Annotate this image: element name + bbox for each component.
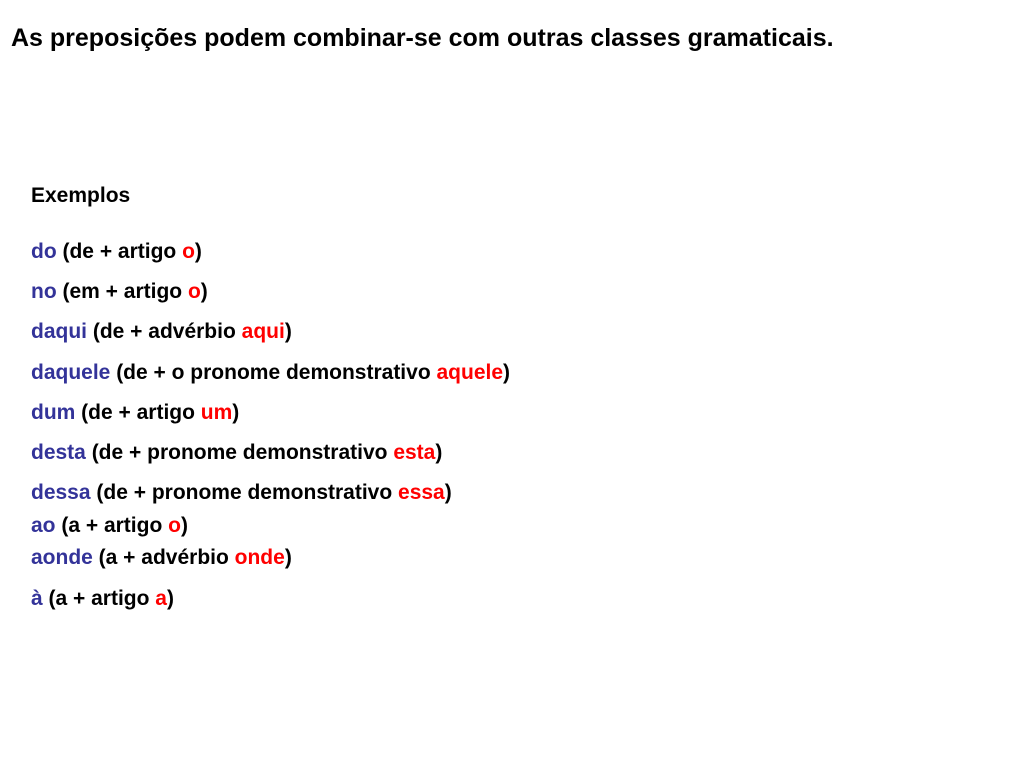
explanation: (a + artigo [42, 587, 156, 610]
contracted-word: do [31, 240, 57, 263]
closing-paren: ) [284, 320, 292, 343]
closing-paren: ) [194, 240, 202, 263]
closing-paren: ) [284, 546, 292, 569]
closing-paren: ) [200, 280, 208, 303]
contracted-word: desta [31, 441, 86, 464]
explanation: (de + artigo [75, 401, 201, 424]
example-desta [31, 439, 442, 467]
base-word: aqui [241, 320, 285, 343]
base-word: aquele [436, 361, 504, 384]
base-word: um [200, 401, 233, 424]
example-a-crase [31, 585, 174, 613]
contracted-word: no [31, 280, 57, 303]
example-do [31, 238, 202, 266]
explanation: (de + o pronome demonstrativo [110, 361, 437, 384]
closing-paren: ) [180, 514, 188, 537]
contracted-word: dum [31, 401, 76, 424]
contracted-word: dessa [31, 481, 91, 504]
example-ao [31, 512, 188, 540]
example-dessa [31, 479, 452, 507]
contracted-word: daquele [31, 361, 111, 384]
slide-title: As preposições podem combinar-se com outras classes gramaticais. [11, 24, 834, 52]
example-aonde [31, 544, 292, 572]
contracted-word: à [31, 587, 43, 610]
contracted-word: aonde [31, 546, 93, 569]
example-no [31, 278, 208, 306]
examples-heading: Exemplos [31, 184, 131, 207]
base-word: o [182, 240, 195, 263]
explanation: (a + artigo [55, 514, 169, 537]
base-word: o [187, 280, 201, 303]
base-word: a [155, 587, 167, 610]
contracted-word: daqui [31, 320, 87, 343]
example-dum [31, 399, 239, 427]
base-word: onde [234, 546, 285, 569]
explanation: (de + pronome demonstrativo [90, 481, 399, 504]
base-word: essa [398, 481, 445, 504]
closing-paren: ) [444, 481, 452, 504]
closing-paren: ) [232, 401, 240, 424]
example-daquele [31, 359, 510, 387]
explanation: (de + artigo [56, 240, 183, 263]
closing-paren: ) [166, 587, 174, 610]
base-word: o [168, 514, 181, 537]
contracted-word: ao [31, 514, 56, 537]
example-daqui [31, 318, 292, 346]
closing-paren: ) [435, 441, 443, 464]
closing-paren: ) [503, 361, 511, 384]
explanation: (em + artigo [56, 280, 188, 303]
explanation: (a + advérbio [92, 546, 235, 569]
explanation: (de + advérbio [87, 320, 242, 343]
explanation: (de + pronome demonstrativo [85, 441, 394, 464]
base-word: esta [393, 441, 436, 464]
